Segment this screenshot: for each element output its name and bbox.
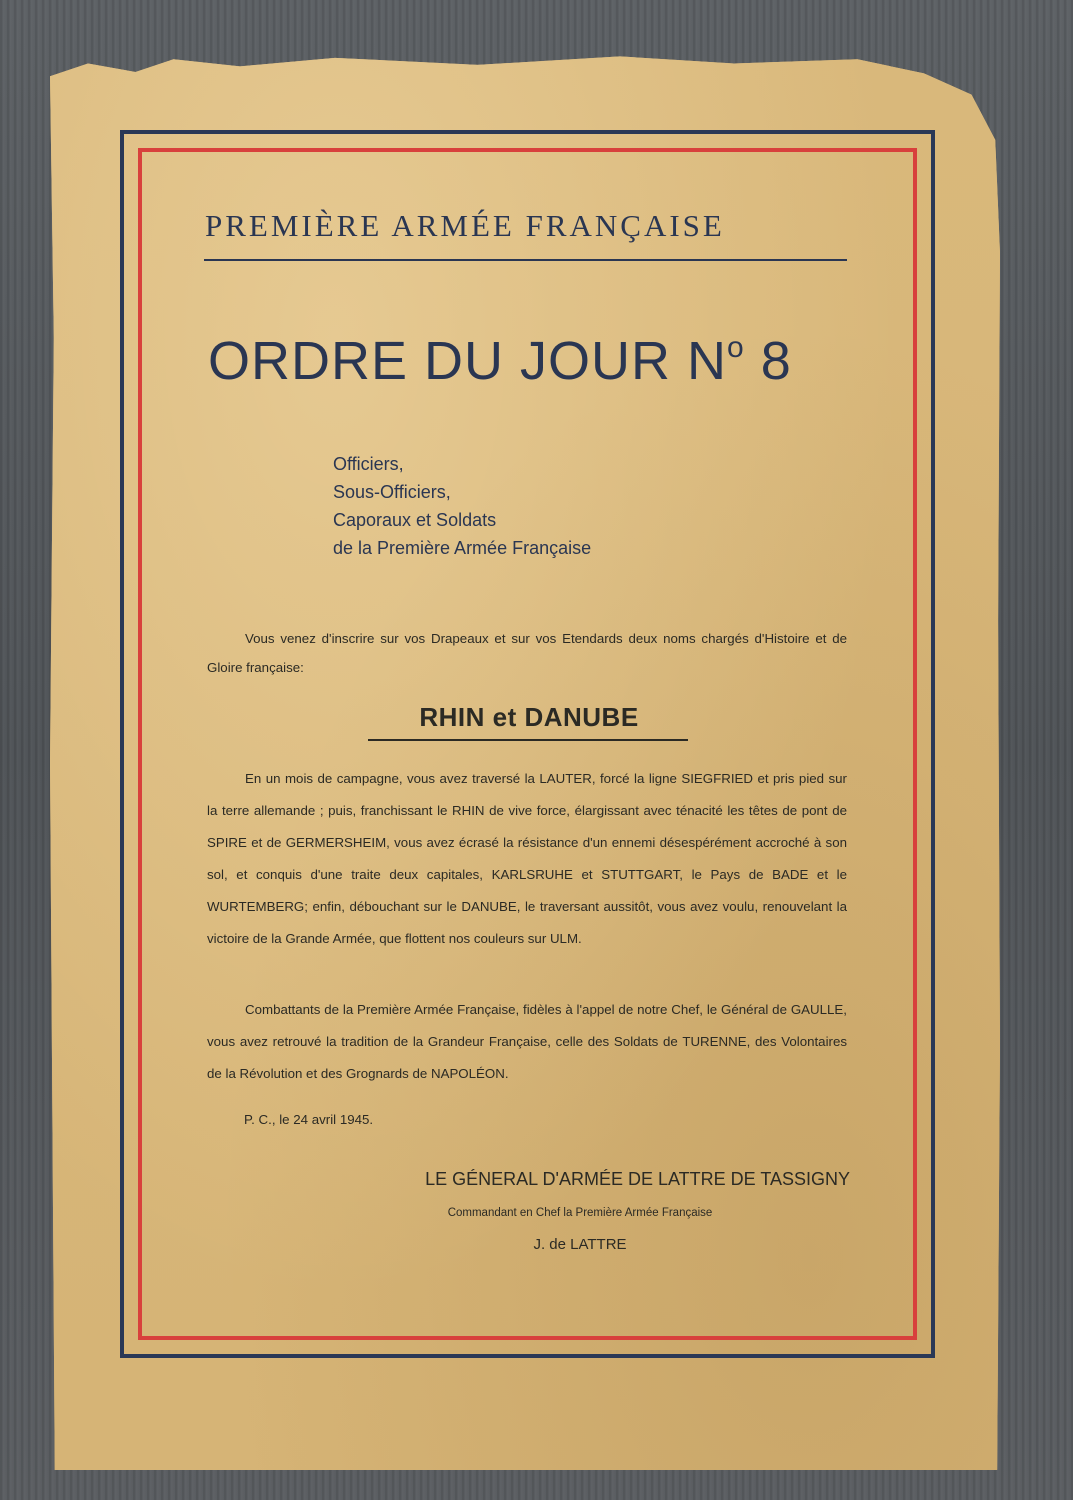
address-line: de la Première Armée Française: [333, 538, 592, 558]
signatory-name: LE GÉNERAL D'ARMÉE DE LATTRE DE TASSIGNY: [425, 1169, 850, 1189]
signatory-role: Commandant en Chef la Première Armée Française: [447, 1207, 713, 1219]
address-line: Caporaux et Soldats: [333, 510, 497, 530]
order-title-superscript: o: [727, 331, 745, 364]
address-block: [333, 450, 591, 562]
rhin-danube-banner: RHIN et DANUBE: [419, 702, 639, 732]
address-line: Officiers,: [333, 454, 404, 474]
order-title: [208, 330, 848, 392]
campaign-paragraph: En un mois de campagne, vous avez traversé la LAUTER, forcé la ligne SIEGFRIED et pris pied sur la terre allemande ; puis, franchissant le RHIN de vive force, élargissant avec ténacité les têtes de pont de SPIRE et de GERMERSHEIM, vous avez écrasé la résistance d'un ennemi désespérément accroché à son sol, et conquis d'une traite deux capitales, KARLSRUHE et STUTTGART, le Pays de BADE et le WURTEMBERG; enfin, débouchant sur le DANUBE, le traversant aussitôt, vous avez voulu, renouvelant la victoire de la Grande Armée, que flottent nos couleurs sur ULM.: [207, 771, 847, 946]
closing-paragraph: Combattants de la Première Armée Française, fidèles à l'appel de notre Chef, le Général de GAULLE, vous avez retrouvé la tradition de la Grandeur Française, celle des Soldats de TURENNE, des Volontaires de la Révolution et des Grognards de NAPOLÉON.: [207, 1002, 847, 1081]
title-underline: [204, 259, 847, 261]
signatory-short-name: J. de LATTRE: [533, 1236, 627, 1253]
red-border-frame: [138, 148, 917, 1340]
order-number: 8: [744, 331, 792, 391]
banner-underline: [368, 739, 688, 741]
intro-paragraph: Vous venez d'inscrire sur vos Drapeaux et sur vos Etendards deux noms chargés d'Histoire et de Gloire française:: [207, 631, 847, 675]
address-line: Sous-Officiers,: [333, 482, 451, 502]
army-title: PREMIÈRE ARMÉE FRANÇAISE: [205, 208, 725, 243]
date-line: P. C., le 24 avril 1945.: [244, 1112, 374, 1127]
order-title-text: ORDRE DU JOUR N: [208, 331, 728, 391]
